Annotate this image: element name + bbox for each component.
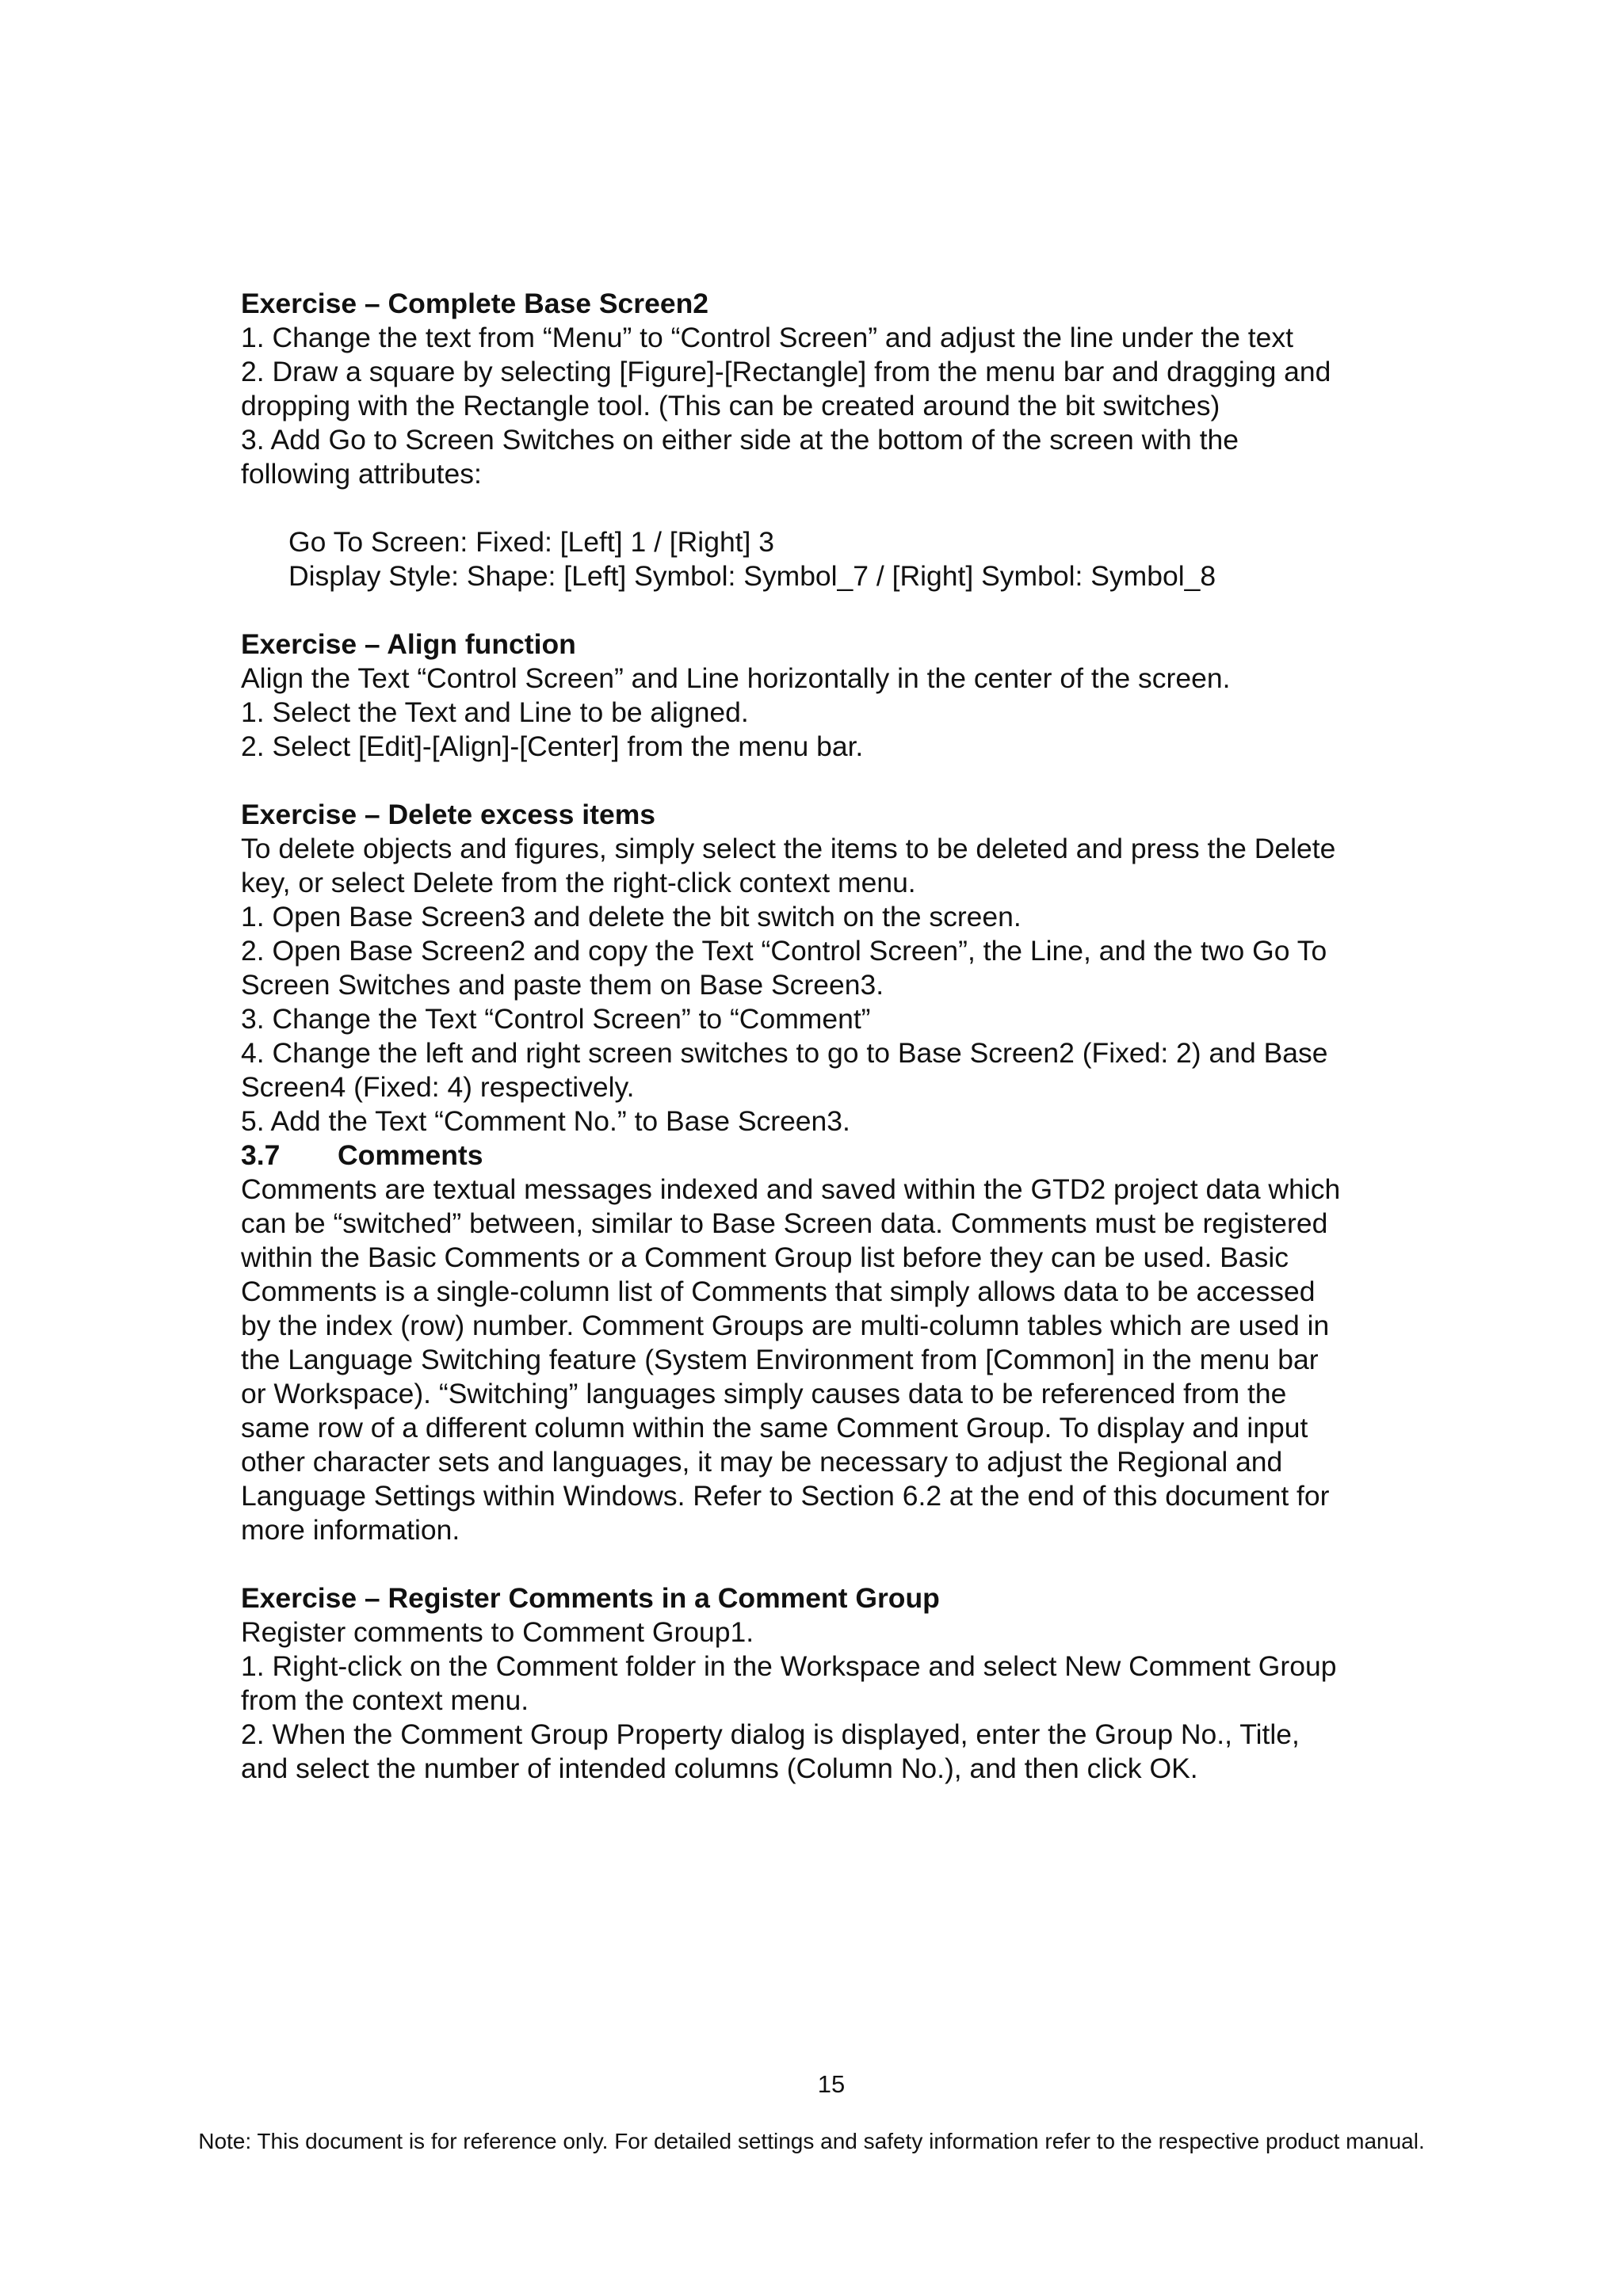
page-content	[241, 287, 1406, 1786]
paragraph-line: other character sets and languages, it may be necessary to adjust the Regional and	[241, 1446, 1283, 1478]
section-heading	[241, 1138, 1406, 1173]
exercise-step: 4. Change the left and right screen switches to go to Base Screen2 (Fixed: 2) and Base	[241, 1037, 1328, 1069]
exercise-step: 5. Add the Text “Comment No.” to Base Screen3.	[241, 1105, 850, 1137]
paragraph-line: same row of a different column within the same Comment Group. To display and input	[241, 1412, 1308, 1444]
section-title: Comments	[338, 1139, 483, 1171]
paragraph-line: Comments is a single-column list of Comments that simply allows data to be accessed	[241, 1276, 1316, 1307]
exercise-heading: Exercise – Register Comments in a Comment Group	[241, 1582, 940, 1614]
exercise-intro: Align the Text “Control Screen” and Line horizontally in the center of the screen.	[241, 662, 1231, 694]
paragraph-line: by the index (row) number. Comment Groups are multi-column tables which are used in	[241, 1310, 1330, 1341]
exercise-heading: Exercise – Complete Base Screen2	[241, 288, 709, 319]
footer-note: Note: This document is for reference only. For detailed settings and safety information refer to the respective product manual.	[198, 2129, 1425, 2153]
exercise-intro: Register comments to Comment Group1.	[241, 1616, 754, 1648]
paragraph-line: or Workspace). “Switching” languages simply causes data to be referenced from the	[241, 1378, 1287, 1409]
exercise-step-continued: Screen4 (Fixed: 4) respectively.	[241, 1071, 635, 1103]
exercise-step: 2. When the Comment Group Property dialog is displayed, enter the Group No., Title,	[241, 1718, 1300, 1750]
exercise-complete-base-screen2	[241, 287, 1406, 593]
paragraph-line: the Language Switching feature (System Environment from [Common] in the menu bar	[241, 1344, 1319, 1375]
exercise-step-continued: following attributes:	[241, 458, 482, 490]
exercise-step-continued: and select the number of intended columns (Column No.), and then click OK.	[241, 1753, 1198, 1784]
exercise-step: 1. Select the Text and Line to be aligned.	[241, 696, 749, 728]
exercise-intro: To delete objects and figures, simply select the items to be deleted and press the Delete	[241, 833, 1336, 864]
exercise-align-function	[241, 627, 1406, 764]
spacer	[241, 491, 1406, 525]
paragraph-line: Comments are textual messages indexed and saved within the GTD2 project data which	[241, 1173, 1341, 1205]
exercise-step: 1. Right-click on the Comment folder in the Workspace and select New Comment Group	[241, 1650, 1337, 1682]
exercise-intro-continued: key, or select Delete from the right-click context menu.	[241, 867, 916, 898]
paragraph-line: Language Settings within Windows. Refer to Section 6.2 at the end of this document for	[241, 1480, 1330, 1512]
attribute-display-style: Display Style: Shape: [Left] Symbol: Symbol_7 / [Right] Symbol: Symbol_8	[288, 560, 1216, 592]
comments-paragraph	[241, 1173, 1406, 1547]
exercise-register-comments	[241, 1581, 1406, 1786]
exercise-step: 2. Open Base Screen2 and copy the Text “Control Screen”, the Line, and the two Go To	[241, 935, 1327, 967]
exercise-step-continued: from the context menu.	[241, 1684, 529, 1716]
paragraph-line: can be “switched” between, similar to Base Screen data. Comments must be registered	[241, 1207, 1328, 1239]
exercise-step: 1. Change the text from “Menu” to “Control Screen” and adjust the line under the text	[241, 322, 1294, 353]
exercise-step: 1. Open Base Screen3 and delete the bit switch on the screen.	[241, 901, 1022, 933]
exercise-step: 2. Select [Edit]-[Align]-[Center] from the menu bar.	[241, 730, 864, 762]
page-number: 15	[817, 2070, 846, 2098]
paragraph-line: more information.	[241, 1514, 460, 1546]
exercise-step: 3. Change the Text “Control Screen” to “Comment”	[241, 1003, 871, 1035]
exercise-step-continued: dropping with the Rectangle tool. (This can be created around the bit switches)	[241, 390, 1220, 421]
exercise-step: 2. Draw a square by selecting [Figure]-[Rectangle] from the menu bar and dragging and	[241, 356, 1331, 387]
exercise-step: 3. Add Go to Screen Switches on either side at the bottom of the screen with the	[241, 424, 1239, 456]
paragraph-line: within the Basic Comments or a Comment Group list before they can be used. Basic	[241, 1241, 1289, 1273]
exercise-heading: Exercise – Delete excess items	[241, 799, 656, 830]
exercise-delete-excess-items	[241, 798, 1406, 1138]
attribute-go-to-screen: Go To Screen: Fixed: [Left] 1 / [Right] 3	[288, 526, 775, 558]
section-number: 3.7	[241, 1139, 281, 1171]
exercise-heading: Exercise – Align function	[241, 628, 576, 660]
exercise-step-continued: Screen Switches and paste them on Base Screen3.	[241, 969, 884, 1001]
